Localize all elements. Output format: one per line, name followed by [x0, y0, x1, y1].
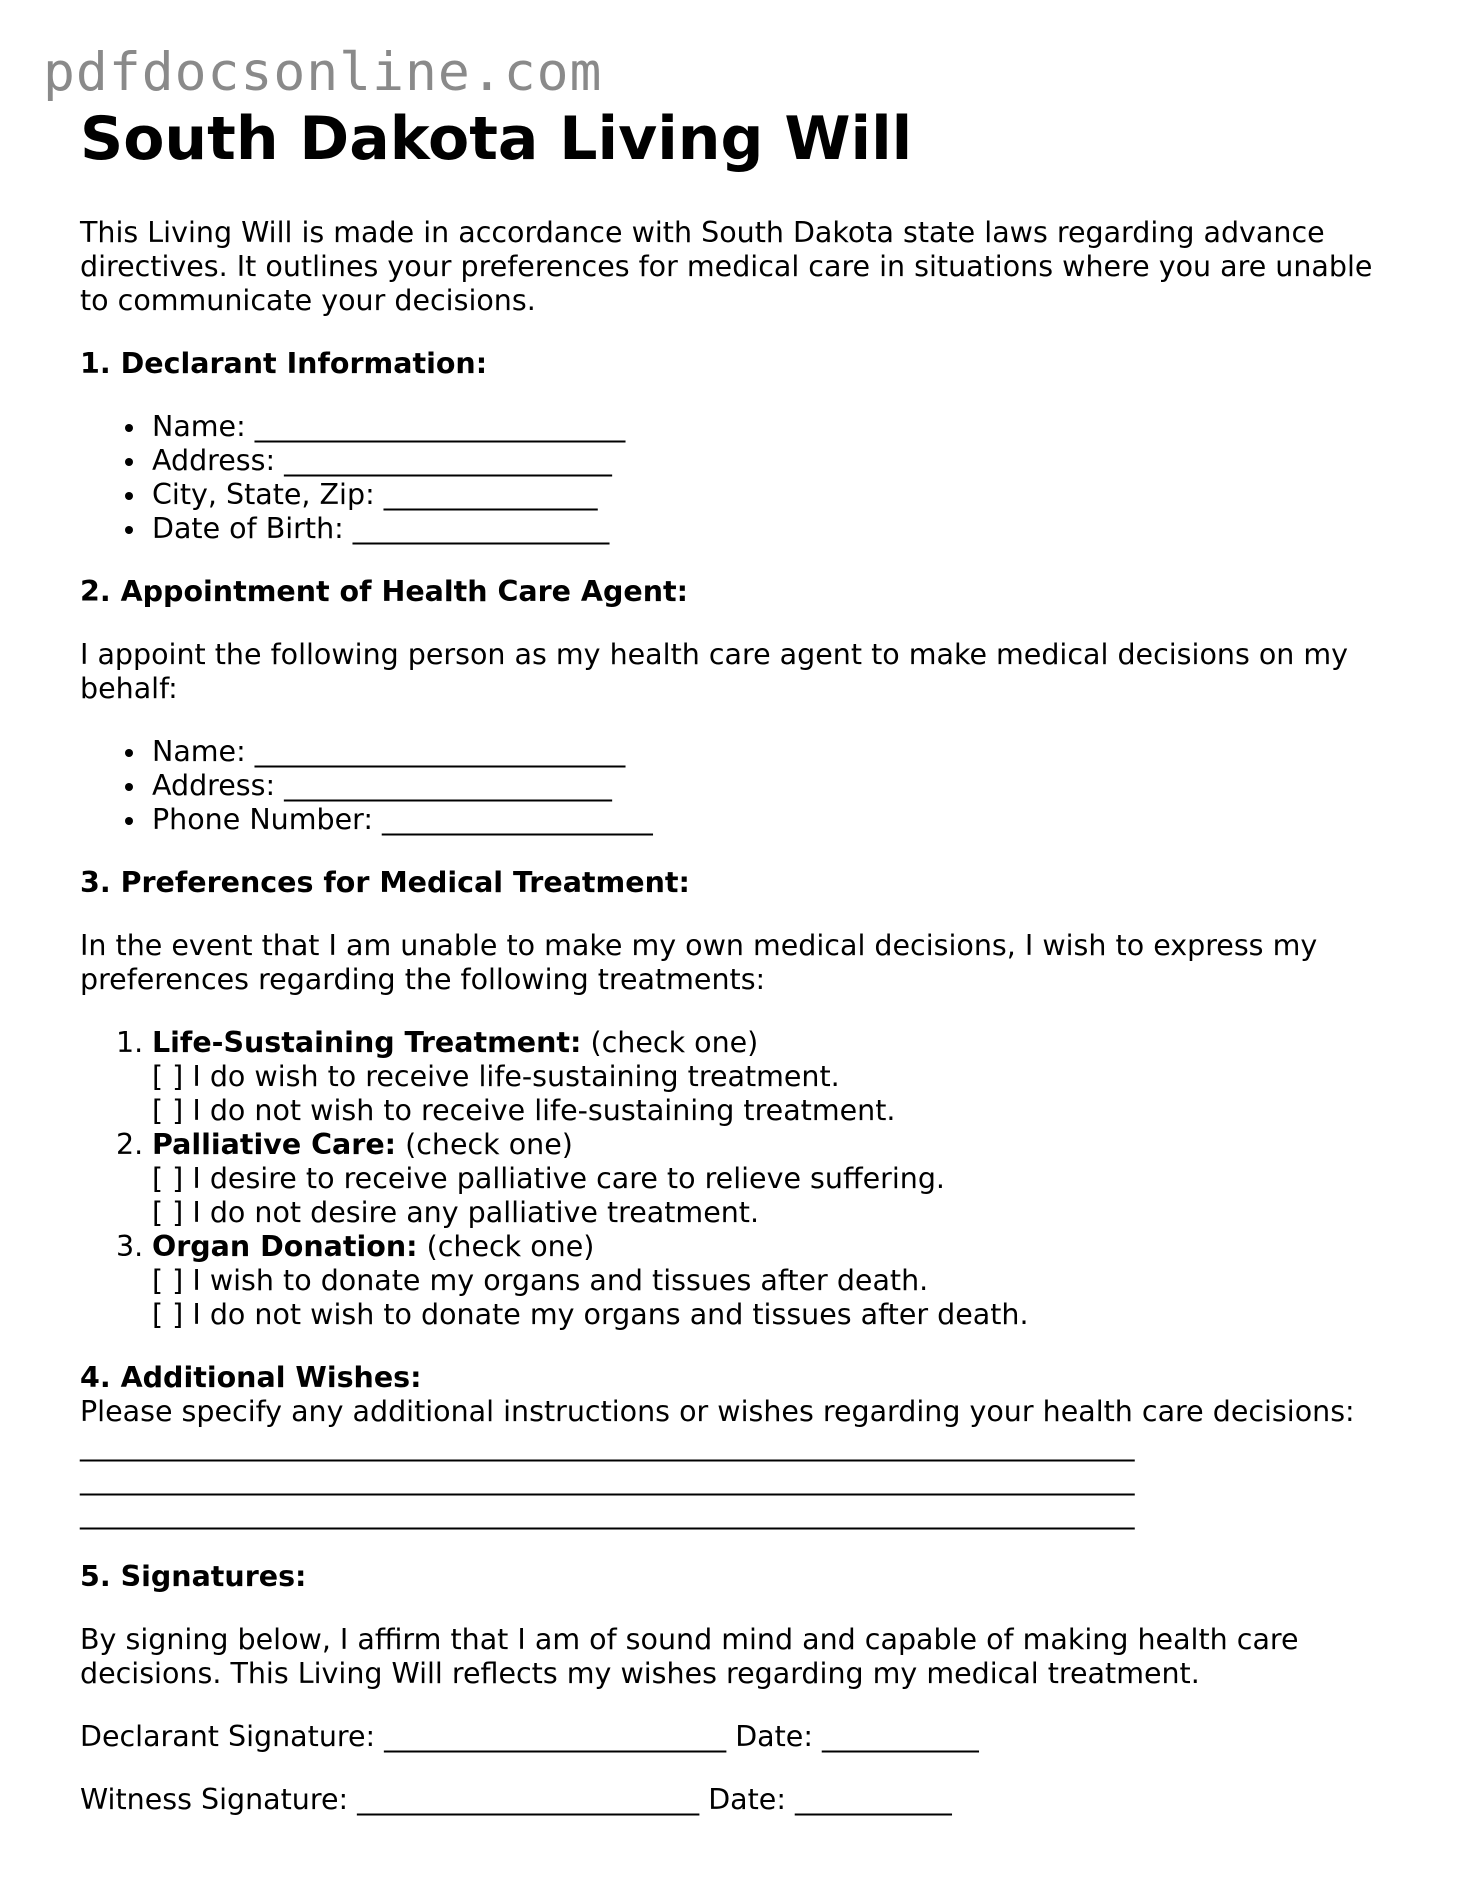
pref-organ-donation [116, 1230, 1410, 1332]
pref-note: (check one) [417, 1230, 595, 1263]
life-sustaining-yes-option[interactable]: [ ] I do wish to receive life-sustaining treatment. [152, 1060, 840, 1093]
additional-wishes-line[interactable]: __________________________________________________________________________ [80, 1497, 1135, 1530]
declarant-date-of-birth-field[interactable]: Date of Birth: __________________ [152, 512, 1410, 546]
document-body [80, 104, 1410, 1817]
section-4-title: 4. Additional Wishes: [80, 1361, 422, 1394]
document-title: South Dakota Living Will [80, 104, 913, 174]
life-sustaining-no-option[interactable]: [ ] I do not wish to receive life-sustaining treatment. [152, 1094, 896, 1127]
section-1-title: 1. Declarant Information: [80, 347, 488, 380]
declarant-city-state-zip-field[interactable]: City, State, Zip: _______________ [152, 478, 1410, 512]
pref-label: Palliative Care: [152, 1128, 397, 1161]
pref-label: Organ Donation: [152, 1230, 418, 1263]
section-2-title: 2. Appointment of Health Care Agent: [80, 575, 689, 608]
section-3-title: 3. Preferences for Medical Treatment: [80, 866, 690, 899]
section-5-text: By signing below, I affirm that I am of sound mind and capable of making health care decisions. This Living Will reflects my wishes regarding my medical treatment. [80, 1623, 1299, 1690]
pref-number: 2. [116, 1128, 144, 1161]
witness-signature-line[interactable]: Witness Signature: ________________________ Date: ___________ [80, 1783, 952, 1816]
pref-note: (check one) [396, 1128, 573, 1161]
pref-number: 3. [116, 1230, 144, 1263]
treatment-preferences-list [80, 1026, 1410, 1332]
declarant-signature-line[interactable]: Declarant Signature: ________________________ Date: ___________ [80, 1720, 979, 1753]
pref-label: Life-Sustaining Treatment: [152, 1026, 582, 1059]
additional-wishes-line[interactable]: __________________________________________________________________________ [80, 1429, 1135, 1462]
organ-donation-no-option[interactable]: [ ] I do not wish to donate my organs and tissues after death. [152, 1298, 1029, 1331]
agent-phone-field[interactable]: Phone Number: ___________________ [152, 803, 1410, 837]
declarant-name-field[interactable]: Name: __________________________ [152, 410, 1410, 444]
additional-wishes-lines [80, 1429, 1410, 1531]
organ-donation-yes-option[interactable]: [ ] I wish to donate my organs and tissues after death. [152, 1264, 929, 1297]
pref-palliative-care [116, 1128, 1410, 1230]
agent-name-field[interactable]: Name: __________________________ [152, 735, 1410, 769]
pref-note: (check one) [581, 1026, 759, 1059]
section-5-title: 5. Signatures: [80, 1560, 307, 1593]
section-3-text: In the event that I am unable to make my own medical decisions, I wish to express my preferences regarding the following treatments: [80, 929, 1318, 996]
palliative-no-option[interactable]: [ ] I do not desire any palliative treatment. [152, 1196, 760, 1229]
intro-paragraph: This Living Will is made in accordance with South Dakota state laws regarding advance directives. It outlines your preferences for medical care in situations where you are unable to communicate your decisions. [80, 216, 1373, 317]
watermark: pdfdocsonline.com [43, 42, 603, 103]
section-2-text: I appoint the following person as my health care agent to make medical decisions on my behalf: [80, 638, 1349, 705]
pref-number: 1. [116, 1026, 144, 1059]
agent-fields [80, 735, 1410, 837]
agent-address-field[interactable]: Address: _______________________ [152, 769, 1410, 803]
section-4-text: Please specify any additional instructions or wishes regarding your health care decisions: [80, 1395, 1355, 1428]
pref-life-sustaining [116, 1026, 1410, 1128]
declarant-fields [80, 410, 1410, 546]
palliative-yes-option[interactable]: [ ] I desire to receive palliative care to relieve suffering. [152, 1162, 945, 1195]
additional-wishes-line[interactable]: __________________________________________________________________________ [80, 1463, 1135, 1496]
declarant-address-field[interactable]: Address: _______________________ [152, 444, 1410, 478]
